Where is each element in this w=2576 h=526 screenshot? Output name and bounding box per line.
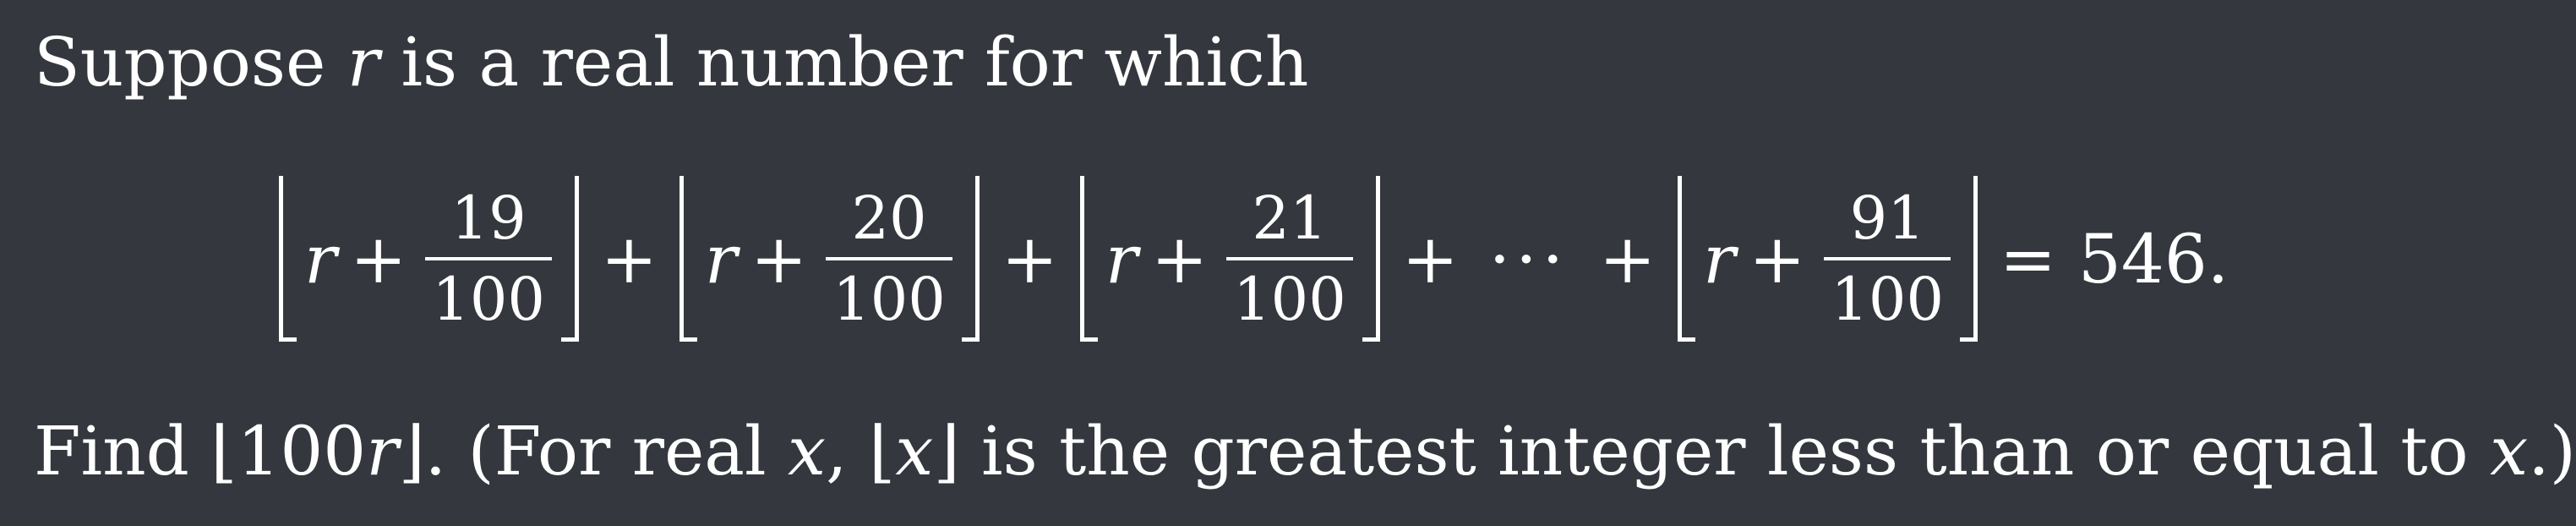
question-period: . <box>424 412 447 490</box>
term-4-denominator: 100 <box>1831 265 1944 334</box>
term-3-numerator: 21 <box>1252 183 1328 253</box>
term-3-plus: + <box>1151 219 1209 299</box>
term-2-plus: + <box>750 219 808 299</box>
question-find: Find <box>34 412 189 490</box>
floor-term-2 <box>679 174 980 343</box>
term-2-denominator: 100 <box>832 265 946 334</box>
equals-sign: = <box>1999 219 2057 299</box>
floor-term-3 <box>1080 174 1380 343</box>
sum-plus-4: + <box>1599 219 1656 299</box>
term-1-variable: r <box>304 219 337 299</box>
question-variable-x-3: x <box>2490 412 2529 490</box>
question-floor-close-2: ⌋ <box>933 412 960 490</box>
question-variable-x-2: x <box>895 412 934 490</box>
term-3-fraction-bar <box>1226 257 1353 260</box>
sum-plus-1: + <box>600 219 658 299</box>
term-4-fraction <box>1824 184 1951 334</box>
term-4-plus: + <box>1749 219 1806 299</box>
floor-term-1 <box>279 174 579 343</box>
term-4-fraction-bar <box>1824 257 1951 260</box>
question-end-text: .) <box>2528 412 2576 490</box>
term-2-fraction <box>826 184 952 334</box>
sum-plus-2: + <box>1001 219 1058 299</box>
question-variable-x-1: x <box>788 412 827 490</box>
intro-variable-r: r <box>347 23 379 101</box>
term-2-fraction-bar <box>826 257 952 260</box>
term-1-fraction-bar <box>425 257 552 260</box>
question-coefficient: 100 <box>237 412 367 490</box>
term-3-variable: r <box>1105 219 1138 299</box>
intro-rest-text: is a real number for which <box>401 23 1309 101</box>
sum-ellipsis: ··· <box>1488 219 1569 299</box>
term-2-variable: r <box>704 219 738 299</box>
intro-line <box>34 23 1309 101</box>
question-comma: , <box>826 412 848 490</box>
question-line <box>34 412 2576 490</box>
sum-plus-3: + <box>1401 219 1459 299</box>
question-middle-text: is the greatest integer less than or equal to <box>981 412 2469 490</box>
term-2-numerator: 20 <box>851 183 927 253</box>
term-1-numerator: 19 <box>450 183 527 253</box>
term-1-fraction <box>425 184 552 334</box>
term-1-denominator: 100 <box>432 265 545 334</box>
term-4-variable: r <box>1703 219 1736 299</box>
question-floor-open-1: ⌊ <box>210 412 237 490</box>
term-4-numerator: 91 <box>1849 183 1925 253</box>
floor-term-4 <box>1678 174 1978 343</box>
question-variable-r: r <box>366 412 399 490</box>
question-paren-text: (For real <box>467 412 767 490</box>
term-1-plus: + <box>350 219 407 299</box>
question-floor-close-1: ⌋ <box>398 412 425 490</box>
equation-result: 546. <box>2078 219 2229 299</box>
floor-sum-equation <box>279 166 2229 352</box>
term-3-denominator: 100 <box>1233 265 1346 334</box>
question-floor-open-2: ⌊ <box>869 412 896 490</box>
term-3-fraction <box>1226 184 1353 334</box>
intro-word-suppose: Suppose <box>34 23 326 101</box>
